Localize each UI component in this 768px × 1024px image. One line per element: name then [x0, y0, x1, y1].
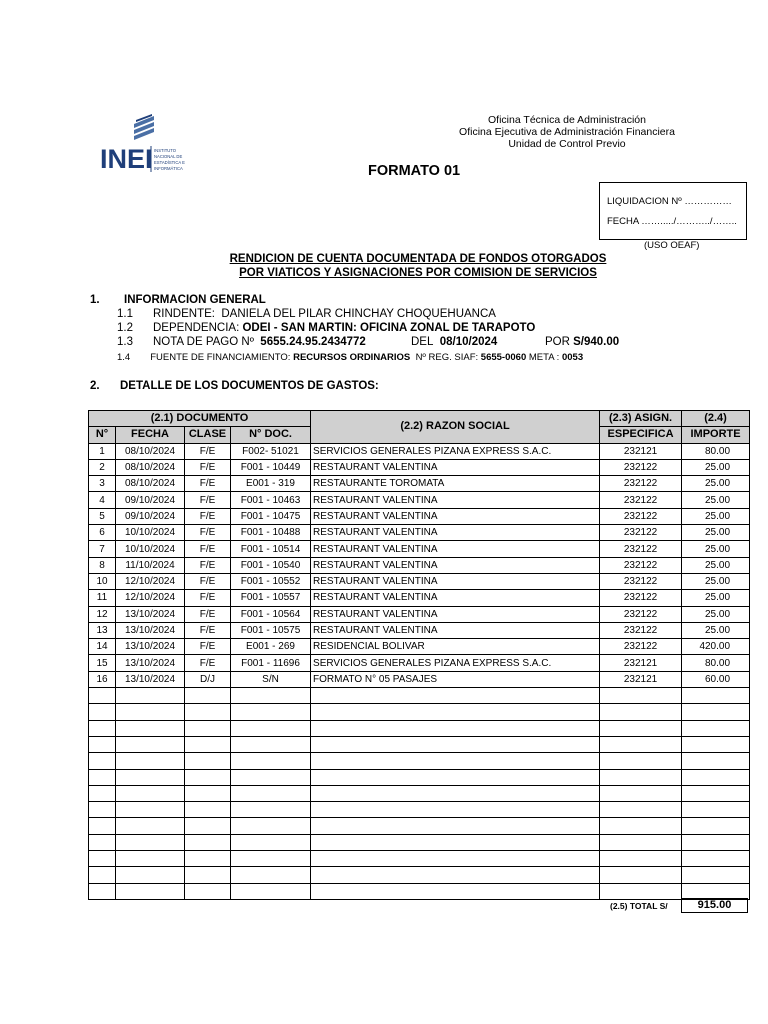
row-fecha: 09/10/2024: [116, 492, 185, 508]
row-fecha: 13/10/2024: [116, 671, 185, 687]
empty-cell: [682, 688, 750, 704]
row-razon-social: RESTAURANT VALENTINA: [311, 508, 600, 524]
section2-number: 2.: [90, 380, 100, 392]
empty-cell: [682, 785, 750, 801]
row-importe: 60.00: [682, 671, 750, 687]
empty-cell: [311, 753, 600, 769]
row-razon-social: RESTAURANT VALENTINA: [311, 606, 600, 622]
row-fecha: 08/10/2024: [116, 476, 185, 492]
empty-cell: [116, 818, 185, 834]
uso-note: (USO OEAF): [644, 240, 700, 251]
row-number: 12: [89, 606, 116, 622]
table-row: [89, 492, 750, 508]
row-number: 6: [89, 525, 116, 541]
empty-cell: [311, 769, 600, 785]
row-importe: 25.00: [682, 492, 750, 508]
empty-cell: [311, 736, 600, 752]
empty-cell: [600, 688, 682, 704]
row-importe: 80.00: [682, 655, 750, 671]
row-especifica: 232121: [600, 671, 682, 687]
empty-table-row: [89, 851, 750, 867]
row-importe: 25.00: [682, 557, 750, 573]
row-especifica: 232121: [600, 443, 682, 459]
empty-cell: [116, 704, 185, 720]
empty-cell: [600, 736, 682, 752]
empty-cell: [89, 704, 116, 720]
empty-table-row: [89, 720, 750, 736]
row-clase: F/E: [185, 590, 231, 606]
empty-cell: [185, 753, 231, 769]
empty-cell: [185, 818, 231, 834]
row-importe: 420.00: [682, 639, 750, 655]
header-clase: CLASE: [185, 427, 231, 443]
header-importe: IMPORTE: [682, 427, 750, 443]
header-n: N°: [89, 427, 116, 443]
row-especifica: 232122: [600, 492, 682, 508]
row-number: 8: [89, 557, 116, 573]
row-razon-social: SERVICIOS GENERALES PIZANA EXPRESS S.A.C.: [311, 443, 600, 459]
row-clase: F/E: [185, 476, 231, 492]
table-row: [89, 557, 750, 573]
empty-cell: [682, 802, 750, 818]
empty-cell: [311, 851, 600, 867]
liquidacion-date: FECHA ……...../………../……..: [607, 216, 737, 227]
empty-cell: [311, 834, 600, 850]
empty-cell: [311, 704, 600, 720]
row-number: 13: [89, 622, 116, 638]
empty-cell: [231, 867, 311, 883]
empty-cell: [89, 785, 116, 801]
empty-cell: [311, 785, 600, 801]
row-number: 7: [89, 541, 116, 557]
empty-cell: [231, 834, 311, 850]
empty-cell: [185, 802, 231, 818]
row-ndoc: F002- 51021: [231, 443, 311, 459]
empty-cell: [116, 753, 185, 769]
row-razon-social: RESTAURANT VALENTINA: [311, 590, 600, 606]
row-importe: 25.00: [682, 508, 750, 524]
empty-cell: [89, 769, 116, 785]
empty-cell: [231, 851, 311, 867]
empty-cell: [682, 704, 750, 720]
row-ndoc: F001 - 10488: [231, 525, 311, 541]
row-razon-social: RESTAURANT VALENTINA: [311, 525, 600, 541]
row-especifica: 232122: [600, 525, 682, 541]
section1-title: INFORMACION GENERAL: [124, 294, 266, 306]
table-row: [89, 671, 750, 687]
empty-cell: [231, 818, 311, 834]
empty-cell: [89, 720, 116, 736]
row-especifica: 232121: [600, 655, 682, 671]
empty-cell: [600, 720, 682, 736]
row-ndoc: S/N: [231, 671, 311, 687]
row-importe: 25.00: [682, 525, 750, 541]
row-especifica: 232122: [600, 622, 682, 638]
empty-cell: [600, 867, 682, 883]
table-row: [89, 525, 750, 541]
header-asign: (2.3) ASIGN.: [600, 411, 682, 427]
empty-table-row: [89, 753, 750, 769]
empty-cell: [231, 704, 311, 720]
empty-cell: [116, 802, 185, 818]
table-row: [89, 541, 750, 557]
row-clase: F/E: [185, 541, 231, 557]
empty-table-row: [89, 704, 750, 720]
empty-table-row: [89, 688, 750, 704]
row-especifica: 232122: [600, 573, 682, 589]
empty-cell: [231, 769, 311, 785]
empty-cell: [185, 720, 231, 736]
row-razon-social: RESTAURANT VALENTINA: [311, 557, 600, 573]
row-importe: 25.00: [682, 590, 750, 606]
empty-cell: [311, 688, 600, 704]
empty-cell: [116, 769, 185, 785]
info-nota-pago: 1.3 NOTA DE PAGO Nº 5655.24.95.2434772: [117, 336, 366, 348]
empty-cell: [231, 688, 311, 704]
row-clase: F/E: [185, 655, 231, 671]
empty-table-row: [89, 818, 750, 834]
empty-cell: [600, 834, 682, 850]
row-razon-social: RESTAURANT VALENTINA: [311, 492, 600, 508]
empty-cell: [231, 802, 311, 818]
empty-cell: [311, 720, 600, 736]
empty-cell: [185, 704, 231, 720]
empty-table-row: [89, 769, 750, 785]
row-ndoc: F001 - 10463: [231, 492, 311, 508]
row-number: 16: [89, 671, 116, 687]
row-razon-social: RESTAURANT VALENTINA: [311, 541, 600, 557]
header-24: (2.4): [682, 411, 750, 427]
header-documento: (2.1) DOCUMENTO: [89, 411, 311, 427]
row-number: 3: [89, 476, 116, 492]
empty-cell: [682, 720, 750, 736]
table-row: [89, 606, 750, 622]
row-clase: F/E: [185, 525, 231, 541]
row-ndoc: F001 - 11696: [231, 655, 311, 671]
empty-cell: [185, 851, 231, 867]
empty-table-row: [89, 785, 750, 801]
row-number: 10: [89, 573, 116, 589]
empty-cell: [682, 818, 750, 834]
page-title: FORMATO 01: [368, 163, 461, 179]
row-razon-social: FORMATO N° 05 PASAJES: [311, 671, 600, 687]
empty-table-row: [89, 883, 750, 899]
empty-cell: [185, 688, 231, 704]
empty-cell: [89, 736, 116, 752]
row-fecha: 12/10/2024: [116, 590, 185, 606]
row-clase: F/E: [185, 557, 231, 573]
row-razon-social: RESTAURANT VALENTINA: [311, 622, 600, 638]
empty-cell: [89, 818, 116, 834]
empty-cell: [231, 883, 311, 899]
row-razon-social: RESIDENCIAL BOLIVAR: [311, 639, 600, 655]
row-especifica: 232122: [600, 508, 682, 524]
empty-cell: [116, 851, 185, 867]
empty-cell: [116, 883, 185, 899]
row-fecha: 09/10/2024: [116, 508, 185, 524]
header-ndoc: N° DOC.: [231, 427, 311, 443]
office-line: Unidad de Control Previo: [508, 138, 626, 150]
row-ndoc: F001 - 10564: [231, 606, 311, 622]
liquidacion-box: [599, 182, 747, 240]
row-especifica: 232122: [600, 606, 682, 622]
empty-cell: [231, 753, 311, 769]
row-ndoc: F001 - 10475: [231, 508, 311, 524]
empty-cell: [600, 802, 682, 818]
empty-cell: [231, 720, 311, 736]
empty-cell: [89, 753, 116, 769]
row-fecha: 08/10/2024: [116, 459, 185, 475]
row-number: 14: [89, 639, 116, 655]
empty-cell: [600, 769, 682, 785]
empty-cell: [600, 785, 682, 801]
table-row: [89, 508, 750, 524]
total-value: 915.00: [681, 898, 748, 913]
empty-cell: [600, 818, 682, 834]
row-clase: F/E: [185, 573, 231, 589]
row-number: 4: [89, 492, 116, 508]
row-fecha: 13/10/2024: [116, 622, 185, 638]
table-row: [89, 622, 750, 638]
row-clase: F/E: [185, 443, 231, 459]
table-row: [89, 590, 750, 606]
row-fecha: 10/10/2024: [116, 525, 185, 541]
empty-cell: [311, 867, 600, 883]
row-ndoc: E001 - 319: [231, 476, 311, 492]
section2-title: DETALLE DE LOS DOCUMENTOS DE GASTOS:: [120, 380, 379, 392]
empty-cell: [116, 834, 185, 850]
row-clase: F/E: [185, 606, 231, 622]
empty-cell: [116, 867, 185, 883]
liquidacion-number: LIQUIDACION Nº ……………: [607, 196, 732, 207]
empty-cell: [311, 802, 600, 818]
row-ndoc: F001 - 10557: [231, 590, 311, 606]
office-line: Oficina Técnica de Administración: [488, 114, 646, 126]
empty-cell: [116, 736, 185, 752]
empty-cell: [682, 753, 750, 769]
header-razon-social: (2.2) RAZON SOCIAL: [311, 411, 600, 444]
row-ndoc: F001 - 10449: [231, 459, 311, 475]
header-especifica: ESPECIFICA: [600, 427, 682, 443]
row-fecha: 13/10/2024: [116, 606, 185, 622]
empty-table-row: [89, 867, 750, 883]
empty-cell: [116, 688, 185, 704]
row-number: 5: [89, 508, 116, 524]
empty-cell: [311, 883, 600, 899]
office-heading: [440, 114, 694, 150]
row-ndoc: F001 - 10552: [231, 573, 311, 589]
section1-number: 1.: [90, 294, 100, 306]
empty-cell: [89, 883, 116, 899]
total-label: (2.5) TOTAL S/: [610, 901, 668, 911]
table-row: [89, 639, 750, 655]
empty-cell: [89, 802, 116, 818]
empty-cell: [682, 736, 750, 752]
empty-cell: [185, 883, 231, 899]
subtitle-line: POR VIATICOS Y ASIGNACIONES POR COMISION DE SERVICIOS: [239, 267, 597, 279]
info-fuente: 1.4 FUENTE DE FINANCIAMIENTO: RECURSOS ORDINARIOS Nº REG. SIAF: 5655-0060 META : 0053: [117, 352, 584, 363]
empty-cell: [600, 753, 682, 769]
empty-cell: [231, 736, 311, 752]
empty-cell: [185, 769, 231, 785]
table-row: [89, 476, 750, 492]
row-especifica: 232122: [600, 639, 682, 655]
empty-cell: [682, 851, 750, 867]
empty-cell: [231, 785, 311, 801]
row-importe: 25.00: [682, 459, 750, 475]
row-number: 11: [89, 590, 116, 606]
row-clase: F/E: [185, 622, 231, 638]
svg-text:INFORMÁTICA: INFORMÁTICA: [154, 166, 183, 171]
empty-cell: [600, 704, 682, 720]
row-fecha: 11/10/2024: [116, 557, 185, 573]
subtitle-line: RENDICION DE CUENTA DOCUMENTADA DE FONDOS OTORGADOS: [229, 253, 607, 265]
row-importe: 25.00: [682, 476, 750, 492]
info-nota-amount: POR S/940.00: [545, 336, 620, 348]
empty-cell: [116, 720, 185, 736]
empty-cell: [682, 883, 750, 899]
document-subtitle: [150, 252, 686, 280]
empty-cell: [600, 851, 682, 867]
row-clase: F/E: [185, 492, 231, 508]
info-rindente: 1.1 RINDENTE: DANIELA DEL PILAR CHINCHAY CHOQUEHUANCA: [117, 308, 496, 320]
row-especifica: 232122: [600, 541, 682, 557]
row-clase: F/E: [185, 508, 231, 524]
row-fecha: 13/10/2024: [116, 655, 185, 671]
empty-cell: [89, 834, 116, 850]
row-razon-social: RESTAURANT VALENTINA: [311, 573, 600, 589]
empty-cell: [89, 867, 116, 883]
info-nota-date: DEL 08/10/2024: [411, 336, 498, 348]
empty-cell: [682, 769, 750, 785]
empty-cell: [311, 818, 600, 834]
empty-table-row: [89, 834, 750, 850]
info-dependencia: 1.2 DEPENDENCIA: ODEI - SAN MARTIN: OFICINA ZONAL DE TARAPOTO: [117, 322, 536, 334]
row-ndoc: F001 - 10575: [231, 622, 311, 638]
empty-table-row: [89, 736, 750, 752]
expense-table: [88, 410, 750, 900]
row-especifica: 232122: [600, 557, 682, 573]
row-importe: 25.00: [682, 573, 750, 589]
row-ndoc: F001 - 10540: [231, 557, 311, 573]
row-importe: 80.00: [682, 443, 750, 459]
svg-text:INSTITUTO: INSTITUTO: [154, 148, 177, 153]
office-line: Oficina Ejecutiva de Administración Financiera: [459, 126, 675, 138]
table-row: [89, 573, 750, 589]
row-fecha: 13/10/2024: [116, 639, 185, 655]
row-especifica: 232122: [600, 459, 682, 475]
empty-cell: [682, 867, 750, 883]
logo-text: INEI: [100, 144, 153, 174]
empty-cell: [185, 834, 231, 850]
row-especifica: 232122: [600, 476, 682, 492]
empty-cell: [185, 867, 231, 883]
row-importe: 25.00: [682, 541, 750, 557]
empty-cell: [116, 785, 185, 801]
row-razon-social: RESTAURANT VALENTINA: [311, 459, 600, 475]
row-clase: F/E: [185, 459, 231, 475]
row-number: 1: [89, 443, 116, 459]
empty-table-row: [89, 802, 750, 818]
table-row: [89, 443, 750, 459]
row-fecha: 10/10/2024: [116, 541, 185, 557]
row-ndoc: E001 - 269: [231, 639, 311, 655]
row-especifica: 232122: [600, 590, 682, 606]
row-razon-social: SERVICIOS GENERALES PIZANA EXPRESS S.A.C.: [311, 655, 600, 671]
table-header-row: [89, 411, 750, 427]
empty-cell: [89, 688, 116, 704]
row-clase: D/J: [185, 671, 231, 687]
row-number: 15: [89, 655, 116, 671]
row-importe: 25.00: [682, 622, 750, 638]
svg-text:ESTADÍSTICA E: ESTADÍSTICA E: [154, 160, 185, 165]
table-row: [89, 459, 750, 475]
row-fecha: 08/10/2024: [116, 443, 185, 459]
row-fecha: 12/10/2024: [116, 573, 185, 589]
row-ndoc: F001 - 10514: [231, 541, 311, 557]
row-number: 2: [89, 459, 116, 475]
svg-text:NACIONAL DE: NACIONAL DE: [154, 154, 183, 159]
empty-cell: [89, 851, 116, 867]
empty-cell: [185, 785, 231, 801]
header-fecha: FECHA: [116, 427, 185, 443]
row-razon-social: RESTAURANTE TOROMATA: [311, 476, 600, 492]
row-importe: 25.00: [682, 606, 750, 622]
empty-cell: [600, 883, 682, 899]
inei-logo: [96, 110, 206, 180]
empty-cell: [682, 834, 750, 850]
empty-cell: [185, 736, 231, 752]
row-clase: F/E: [185, 639, 231, 655]
table-row: [89, 655, 750, 671]
